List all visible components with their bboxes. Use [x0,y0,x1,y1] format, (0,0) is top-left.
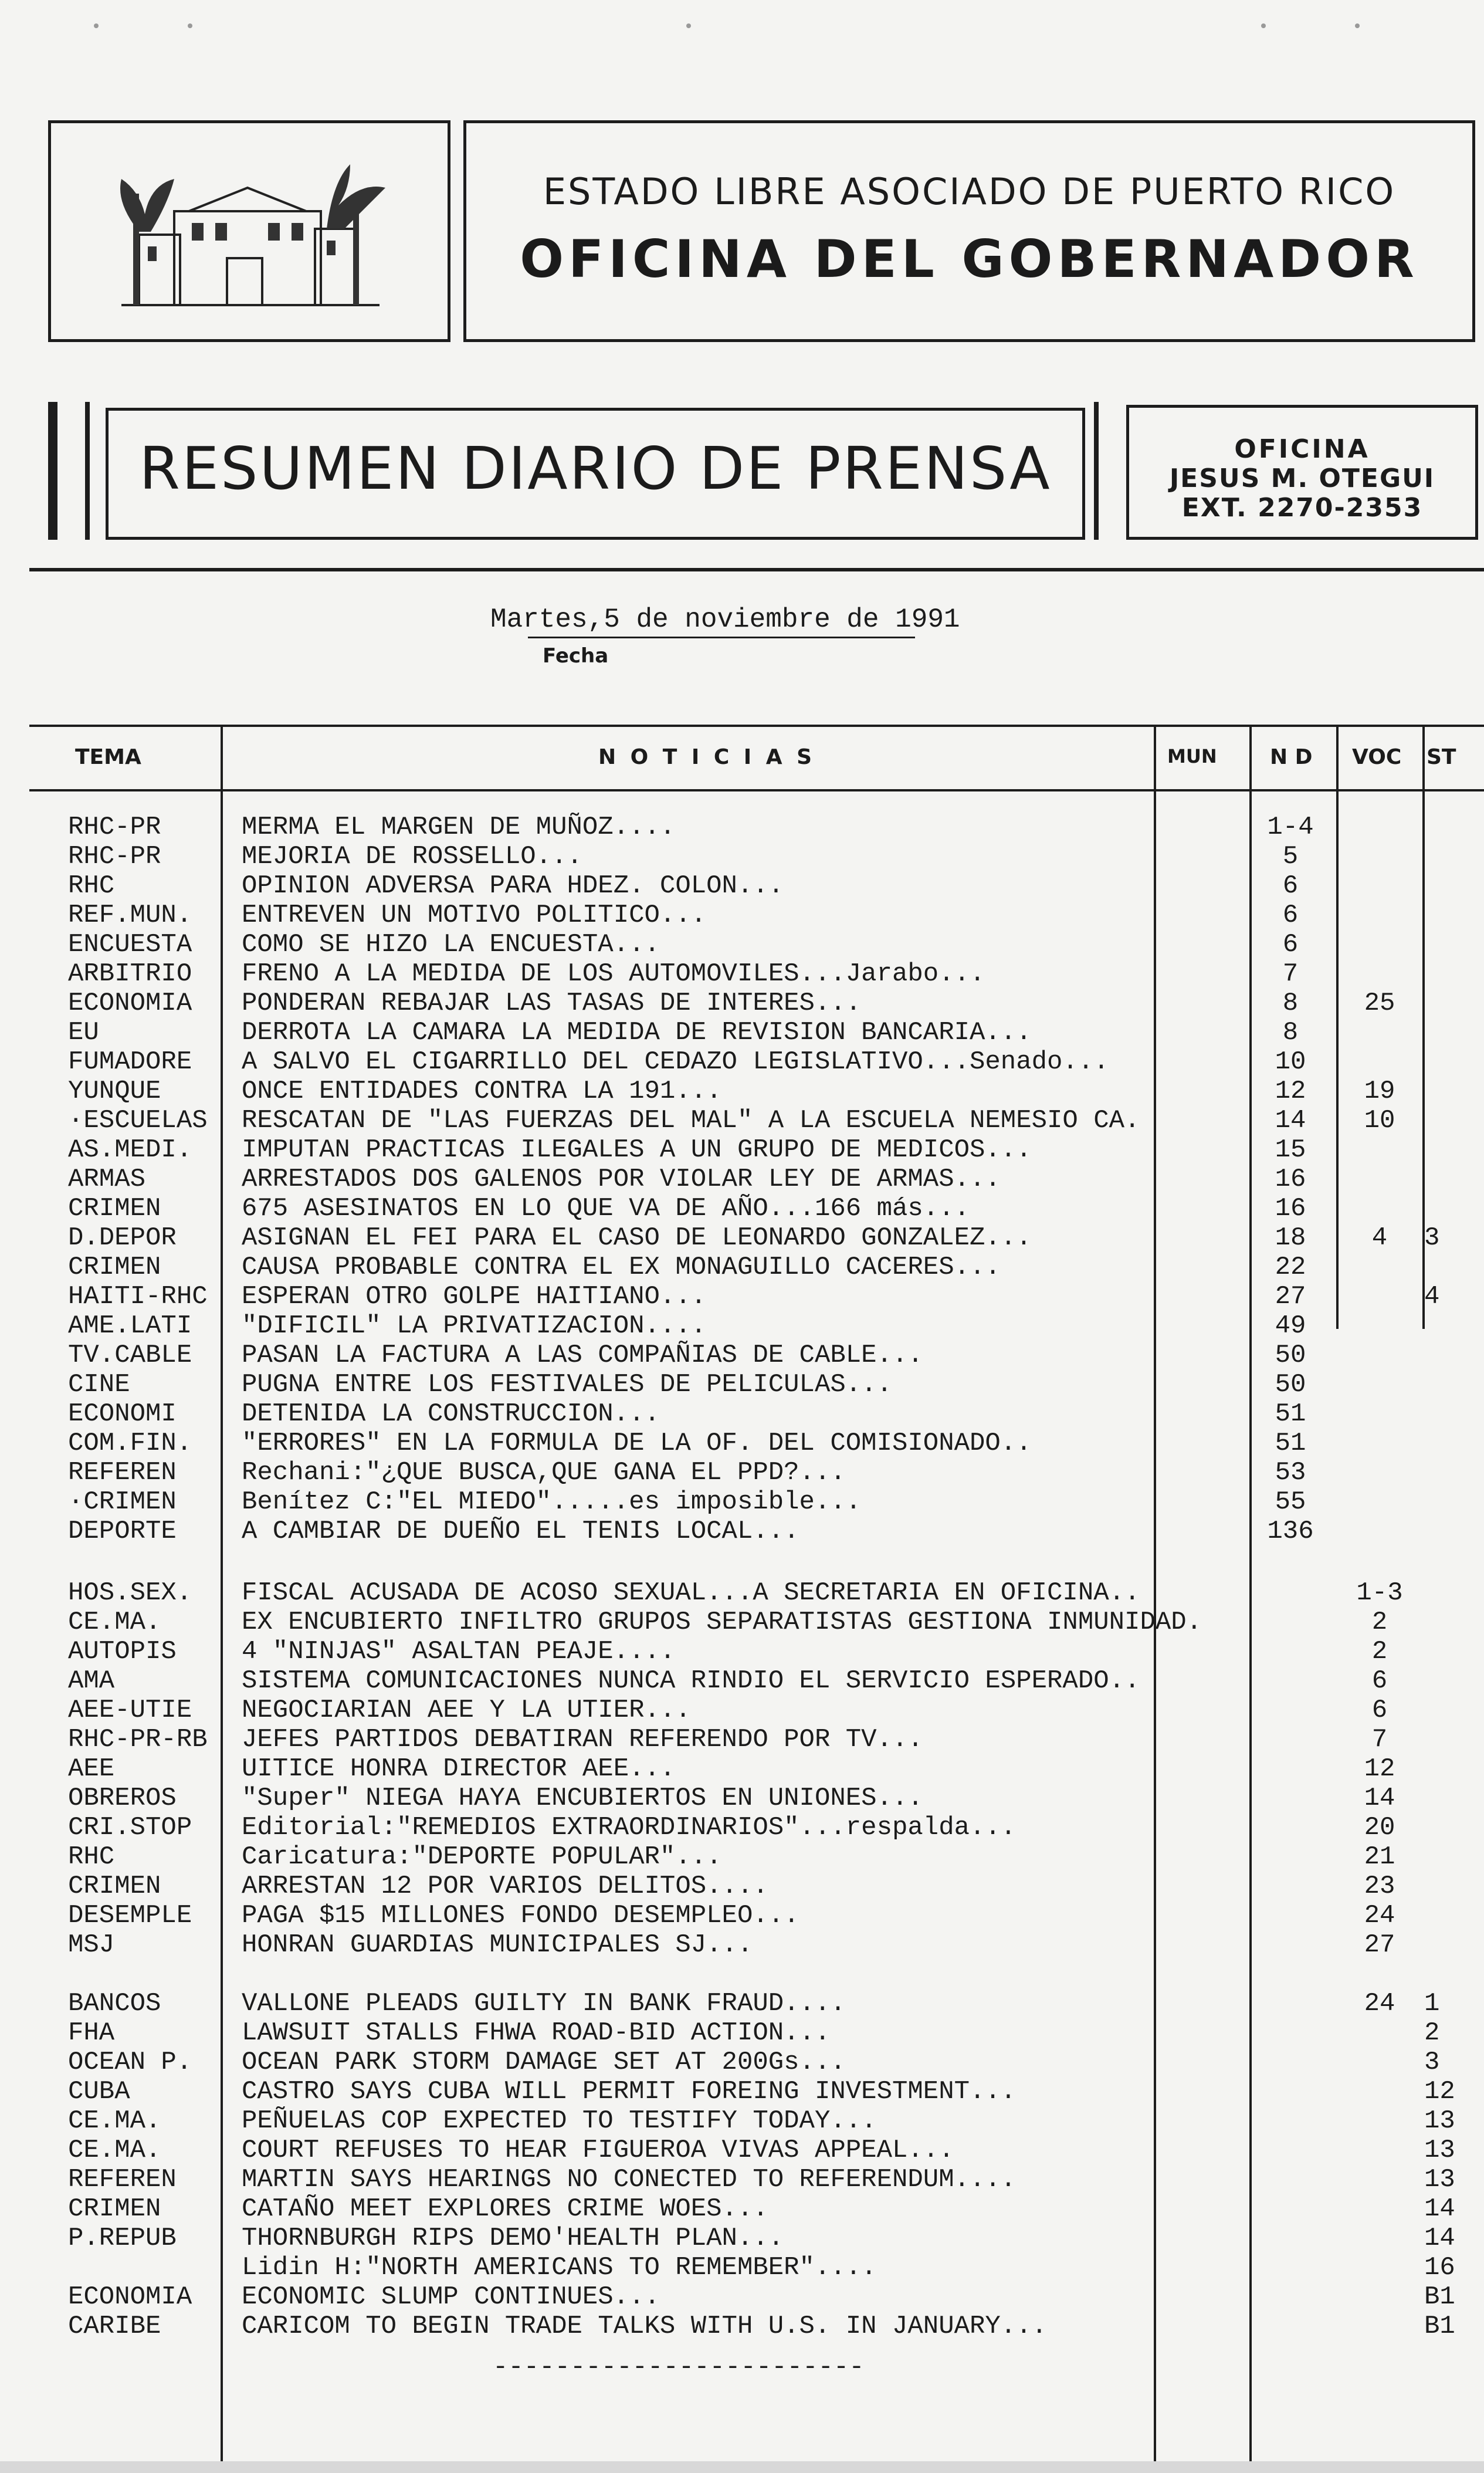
row-tema: CARIBE [68,2312,161,2341]
row-voc: 23 [1364,1872,1395,1901]
table-row [0,1223,1484,1253]
title-box [463,120,1475,342]
row-headline: LAWSUIT STALLS FHWA ROAD-BID ACTION... [242,2018,831,2048]
row-nd: 27 [1275,1282,1306,1311]
row-tema: HOS.SEX. [68,1578,192,1608]
row-headline: UITICE HONRA DIRECTOR AEE... [242,1754,676,1784]
row-tema: YUNQUE [68,1077,161,1106]
row-nd: 6 [1282,930,1299,959]
row-headline: 675 ASESINATOS EN LO QUE VA DE AÑO...166 más... [242,1194,970,1223]
row-st: 3 [1424,2048,1440,2077]
banner-bar [1094,402,1099,540]
row-headline: DETENIDA LA CONSTRUCCION... [242,1399,660,1429]
row-st: 1 [1424,1989,1440,2018]
row-nd: 8 [1282,1018,1299,1047]
row-headline: COMO SE HIZO LA ENCUESTA... [242,930,660,959]
row-headline: OPINION ADVERSA PARA HDEZ. COLON... [242,871,784,901]
row-headline: DERROTA LA CAMARA LA MEDIDA DE REVISION BANCARIA... [242,1018,1032,1047]
row-headline: ONCE ENTIDADES CONTRA LA 191... [242,1077,722,1106]
row-tema: P.REPUB [68,2224,177,2253]
row-voc: 21 [1364,1842,1395,1872]
row-nd: 6 [1282,901,1299,930]
logo-box [48,120,450,342]
row-headline: THORNBURGH RIPS DEMO'HEALTH PLAN... [242,2224,784,2253]
row-tema: CRIMEN [68,1872,161,1901]
table-row [0,2253,1484,2282]
row-headline: HONRAN GUARDIAS MUNICIPALES SJ... [242,1930,753,1960]
row-headline: VALLONE PLEADS GUILTY IN BANK FRAUD.... [242,1989,846,2018]
row-headline: ECONOMIC SLUMP CONTINUES... [242,2282,660,2312]
footer-rule: ------------------------ [493,2353,865,2382]
table-row [0,1578,1484,1608]
row-nd: 50 [1275,1370,1306,1399]
row-headline: ARRESTAN 12 POR VARIOS DELITOS.... [242,1872,768,1901]
row-headline: ASIGNAN EL FEI PARA EL CASO DE LEONARDO GONZALEZ... [242,1223,1032,1253]
scan-mark [686,23,691,28]
row-tema: TV.CABLE [68,1341,192,1370]
row-headline: "ERRORES" EN LA FORMULA DE LA OF. DEL COMISIONADO.. [242,1429,1032,1458]
row-tema: RHC [68,871,115,901]
row-nd: 16 [1275,1165,1306,1194]
table-row [0,901,1484,930]
row-nd: 51 [1275,1399,1306,1429]
row-tema: HAITI-RHC [68,1282,208,1311]
row-tema: FUMADORE [68,1047,192,1077]
row-nd: 136 [1267,1517,1314,1546]
row-st: 13 [1424,2106,1455,2136]
row-tema: OBREROS [68,1784,177,1813]
row-voc: 10 [1364,1106,1395,1135]
row-nd: 8 [1282,989,1299,1018]
table-row [0,1429,1484,1458]
row-nd: 50 [1275,1341,1306,1370]
table-header-rule [29,789,1484,791]
palace-illustration [51,123,448,339]
row-headline: 4 "NINJAS" ASALTAN PEAJE.... [242,1637,676,1666]
table-row [0,1135,1484,1165]
row-st: 12 [1424,2077,1455,2106]
row-headline: "DIFICIL" LA PRIVATIZACION.... [242,1311,707,1341]
row-headline: MARTIN SAYS HEARINGS NO CONECTED TO REFERENDUM.... [242,2165,1017,2194]
row-tema: FHA [68,2018,115,2048]
table-row [0,1165,1484,1194]
table-row [0,1047,1484,1077]
col-header-voc: VOC [1352,745,1402,769]
table-row [0,1784,1484,1813]
row-tema: ENCUESTA [68,930,192,959]
date-label: Fecha [543,644,609,668]
office-ext: EXT. 2270-2353 [1181,493,1423,523]
row-voc: 20 [1364,1813,1395,1842]
table-row [0,842,1484,871]
banner-bar [85,402,90,540]
row-st: 14 [1424,2224,1455,2253]
scan-mark [1261,23,1266,28]
row-headline: "Super" NIEGA HAYA ENCUBIERTOS EN UNIONES... [242,1784,923,1813]
row-voc: 6 [1371,1696,1388,1725]
row-headline: ENTREVEN UN MOTIVO POLITICO... [242,901,707,930]
row-st: 16 [1424,2253,1455,2282]
row-voc: 24 [1364,1989,1395,2018]
table-row [0,1696,1484,1725]
row-voc: 7 [1371,1725,1388,1754]
row-headline: MERMA EL MARGEN DE MUÑOZ.... [242,813,676,842]
row-voc: 19 [1364,1077,1395,1106]
table-row [0,1666,1484,1696]
table-row [0,959,1484,989]
row-nd: 6 [1282,871,1299,901]
col-header-st: ST [1427,745,1456,769]
row-tema: CRIMEN [68,1194,161,1223]
banner-box [106,408,1085,540]
row-headline: ARRESTADOS DOS GALENOS POR VIOLAR LEY DE ARMAS... [242,1165,1001,1194]
row-st: 13 [1424,2165,1455,2194]
table-row [0,1487,1484,1517]
table-row [0,930,1484,959]
row-st: B1 [1424,2312,1455,2341]
row-headline: CASTRO SAYS CUBA WILL PERMIT FOREING INVESTMENT... [242,2077,1017,2106]
row-tema: REF.MUN. [68,901,192,930]
scan-mark [188,23,192,28]
table-row [0,1725,1484,1754]
banner-bar [48,402,57,540]
row-voc: 1-3 [1356,1578,1403,1608]
row-tema: CRI.STOP [68,1813,192,1842]
row-headline: A SALVO EL CIGARRILLO DEL CEDAZO LEGISLATIVO...Senado... [242,1047,1109,1077]
table-row [0,1872,1484,1901]
row-tema: RHC-PR [68,813,161,842]
row-headline: CARICOM TO BEGIN TRADE TALKS WITH U.S. IN JANUARY... [242,2312,1048,2341]
row-nd: 14 [1275,1106,1306,1135]
row-nd: 15 [1275,1135,1306,1165]
table-row [0,1399,1484,1429]
table-row [0,1608,1484,1637]
row-headline: FISCAL ACUSADA DE ACOSO SEXUAL...A SECRETARIA EN OFICINA.. [242,1578,1140,1608]
row-headline: NEGOCIARIAN AEE Y LA UTIER... [242,1696,691,1725]
row-nd: 55 [1275,1487,1306,1517]
row-voc: 2 [1371,1608,1388,1637]
header-separator [29,568,1484,571]
table-row [0,1077,1484,1106]
row-tema: AEE [68,1754,115,1784]
row-nd: 16 [1275,1194,1306,1223]
row-headline: CAUSA PROBABLE CONTRA EL EX MONAGUILLO CACERES... [242,1253,1001,1282]
table-row [0,871,1484,901]
row-headline: JEFES PARTIDOS DEBATIRAN REFERENDO POR TV... [242,1725,923,1754]
header-line1: ESTADO LIBRE ASOCIADO DE PUERTO RICO [543,170,1396,213]
table-row [0,2282,1484,2312]
row-nd: 7 [1282,959,1299,989]
row-nd: 51 [1275,1429,1306,1458]
table-row [0,1194,1484,1223]
row-headline: ESPERAN OTRO GOLPE HAITIANO... [242,1282,707,1311]
table-row [0,2312,1484,2341]
row-tema: ·ESCUELAS [68,1106,208,1135]
scan-mark [94,23,99,28]
table-row [0,1370,1484,1399]
row-tema: AEE-UTIE [68,1696,192,1725]
row-nd: 12 [1275,1077,1306,1106]
row-voc: 12 [1364,1754,1395,1784]
table-row [0,1930,1484,1960]
row-voc: 2 [1371,1637,1388,1666]
table-row [0,2077,1484,2106]
table-row [0,1754,1484,1784]
row-tema: ARBITRIO [68,959,192,989]
row-headline: PUGNA ENTRE LOS FESTIVALES DE PELICULAS... [242,1370,892,1399]
table-row [0,1458,1484,1487]
table-row [0,2106,1484,2136]
office-box [1126,405,1478,540]
row-st: B1 [1424,2282,1455,2312]
row-headline: PONDERAN REBAJAR LAS TASAS DE INTERES... [242,989,862,1018]
row-headline: COURT REFUSES TO HEAR FIGUEROA VIVAS APPEAL... [242,2136,954,2165]
row-tema: BANCOS [68,1989,161,2018]
header-line2: OFICINA DEL GOBERNADOR [520,229,1419,289]
row-nd: 22 [1275,1253,1306,1282]
row-tema: AUTOPIS [68,1637,177,1666]
table-row [0,1637,1484,1666]
row-tema: OCEAN P. [68,2048,192,2077]
row-headline: OCEAN PARK STORM DAMAGE SET AT 200Gs... [242,2048,846,2077]
row-voc: 24 [1364,1901,1395,1930]
date-value: Martes,5 de noviembre de 1991 [490,604,960,635]
table-row [0,2136,1484,2165]
page-edge [0,2461,1484,2473]
col-header-noticias: N O T I C I A S [598,745,816,769]
col-header-mun: MUN [1167,745,1217,767]
table-row [0,1989,1484,2018]
row-tema: CE.MA. [68,1608,161,1637]
row-tema: AS.MEDI. [68,1135,192,1165]
col-header-tema: TEMA [75,745,141,769]
table-row [0,1901,1484,1930]
row-tema: CE.MA. [68,2106,161,2136]
row-st: 14 [1424,2194,1455,2224]
table-row [0,2165,1484,2194]
table-row [0,1106,1484,1135]
row-tema: EU [68,1018,99,1047]
office-name: JESUS M. OTEGUI [1169,464,1435,493]
row-st: 4 [1424,1282,1440,1311]
row-headline: Rechani:"¿QUE BUSCA,QUE GANA EL PPD?... [242,1458,846,1487]
table-row [0,1842,1484,1872]
row-tema: ·CRIMEN [68,1487,177,1517]
row-headline: Lidin H:"NORTH AMERICANS TO REMEMBER".... [242,2253,877,2282]
table-row [0,1253,1484,1282]
row-headline: IMPUTAN PRACTICAS ILEGALES A UN GRUPO DE MEDICOS... [242,1135,1032,1165]
row-tema: CUBA [68,2077,130,2106]
row-tema: DEPORTE [68,1517,177,1546]
table-row [0,2018,1484,2048]
row-tema: CE.MA. [68,2136,161,2165]
row-headline: CATAÑO MEET EXPLORES CRIME WOES... [242,2194,768,2224]
row-tema: REFEREN [68,1458,177,1487]
col-header-nd: N D [1270,745,1313,769]
row-tema: MSJ [68,1930,115,1960]
row-tema: AMA [68,1666,115,1696]
row-st: 13 [1424,2136,1455,2165]
table-row [0,1311,1484,1341]
row-headline: EX ENCUBIERTO INFILTRO GRUPOS SEPARATISTAS GESTIONA INMUNIDAD. [242,1608,1202,1637]
date-underline [528,637,915,638]
row-headline: Benítez C:"EL MIEDO".....es imposible... [242,1487,862,1517]
office-label: OFICINA [1234,434,1370,464]
row-tema: CINE [68,1370,130,1399]
row-tema: ECONOMIA [68,989,192,1018]
row-tema: RHC [68,1842,115,1872]
table-row [0,1018,1484,1047]
row-tema: COM.FIN. [68,1429,192,1458]
row-tema: CRIMEN [68,2194,161,2224]
row-headline: PEÑUELAS COP EXPECTED TO TESTIFY TODAY... [242,2106,877,2136]
scan-mark [1355,23,1360,28]
row-headline: PASAN LA FACTURA A LAS COMPAÑIAS DE CABLE... [242,1341,923,1370]
table-top-rule [29,725,1484,727]
table-row [0,1282,1484,1311]
row-headline: FRENO A LA MEDIDA DE LOS AUTOMOVILES...Jarabo... [242,959,985,989]
banner-title: RESUMEN DIARIO DE PRENSA [139,434,1052,503]
row-st: 3 [1424,1223,1440,1253]
row-tema: ECONOMI [68,1399,177,1429]
row-tema: RHC-PR [68,842,161,871]
row-headline: Editorial:"REMEDIOS EXTRAORDINARIOS"...respalda... [242,1813,1017,1842]
row-nd: 49 [1275,1311,1306,1341]
table-row [0,1813,1484,1842]
row-headline: Caricatura:"DEPORTE POPULAR"... [242,1842,722,1872]
row-tema: AME.LATI [68,1311,192,1341]
row-tema: D.DEPOR [68,1223,177,1253]
row-tema: DESEMPLE [68,1901,192,1930]
row-nd: 18 [1275,1223,1306,1253]
row-voc: 4 [1371,1223,1388,1253]
row-nd: 5 [1282,842,1299,871]
row-voc: 27 [1364,1930,1395,1960]
row-tema: REFEREN [68,2165,177,2194]
row-headline: PAGA $15 MILLONES FONDO DESEMPLEO... [242,1901,799,1930]
row-voc: 14 [1364,1784,1395,1813]
row-headline: SISTEMA COMUNICACIONES NUNCA RINDIO EL SERVICIO ESPERADO.. [242,1666,1140,1696]
row-nd: 53 [1275,1458,1306,1487]
row-nd: 10 [1275,1047,1306,1077]
table-row [0,1517,1484,1546]
row-voc: 25 [1364,989,1395,1018]
row-voc: 6 [1371,1666,1388,1696]
table-row [0,989,1484,1018]
table-row [0,2194,1484,2224]
row-tema: CRIMEN [68,1253,161,1282]
table-row [0,2224,1484,2253]
row-st: 2 [1424,2018,1440,2048]
row-headline: RESCATAN DE "LAS FUERZAS DEL MAL" A LA ESCUELA NEMESIO CA. [242,1106,1140,1135]
table-row [0,813,1484,842]
row-tema: ARMAS [68,1165,146,1194]
table-row [0,2048,1484,2077]
table-row [0,1341,1484,1370]
row-headline: MEJORIA DE ROSSELLO... [242,842,582,871]
row-nd: 1-4 [1267,813,1314,842]
row-headline: A CAMBIAR DE DUEÑO EL TENIS LOCAL... [242,1517,799,1546]
row-tema: ECONOMIA [68,2282,192,2312]
row-tema: RHC-PR-RB [68,1725,208,1754]
